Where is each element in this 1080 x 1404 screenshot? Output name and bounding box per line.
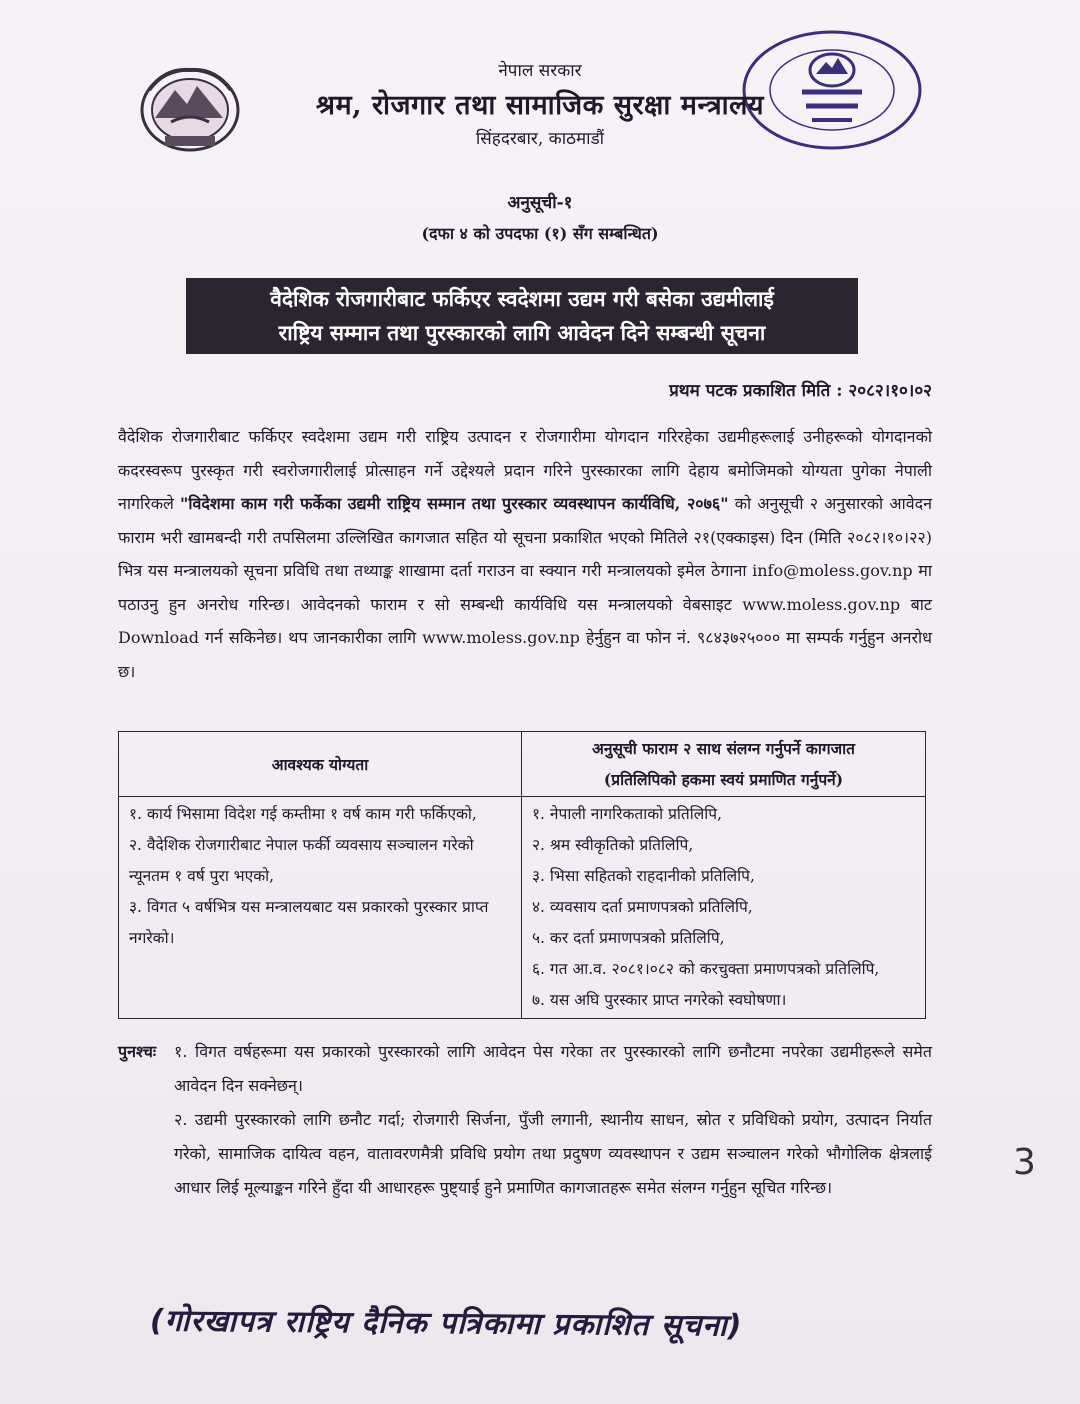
postscript-notes <box>118 1035 932 1205</box>
qualifications-cell <box>119 797 522 1019</box>
page-number-badge: 3 <box>1013 1142 1036 1183</box>
qualification-header: आवश्यक योग्यता <box>119 732 522 797</box>
paragraph-part-1: वैदेशिक रोजगारीबाट फर्किएर स्वदेशमा उद्यम गरी राष्ट्रिय उत्पादन र रोजगारीमा योगदान गरिरहेका उद्यमीहरूलाई उनीहरूको योगदानको कदरस्वरूप पुरस्कृत गरी स्वरोजगारीलाई प्रोत्साहन गर्ने उद्देश्यले प्रदान गरिने पुरस्कारका लागि देहाय बमोजिमको योग्यता पुगेका नेपाली नागरिकले <box>118 427 932 513</box>
government-name: नेपाल सरकार <box>498 61 582 81</box>
note-item: १. विगत वर्षहरूमा यस प्रकारको पुरस्कारको लागि आवेदन पेस गरेका तर पुरस्कारको लागि छनौटमा नपरेका उद्यमीहरूले समेत आवेदन दिन सक्नेछन्। <box>174 1042 932 1095</box>
ministry-location: सिंहदरबार, काठमाडौं <box>475 129 605 149</box>
note-item: २. उद्यमी पुरस्कारको लागि छनौट गर्दा; रोजगारी सिर्जना, पुँजी लगानी, स्थानीय साधन, स्रोत र प्रविधिको प्रयोग, उत्पादन निर्यात गरेको, सामाजिक दायित्व वहन, वातावरणमैत्री प्रविधि प्रयोग तथा प्रदुषण व्यवस्थापन र उद्यम सञ्चालन गरेको भौगोलिक क्षेत्रलाई आधार लिई मूल्याङ्कन गरिने हुँदा यी आधारहरू पुष्ट्याई हुने प्रमाणित कागजातहरू समेत संलग्न गर्नुहुन सूचित गरिन्छ। <box>174 1110 932 1197</box>
documents-header-line-1: अनुसूची फाराम २ साथ संलग्न गर्नुपर्ने कागजात <box>592 739 855 758</box>
list-item: ३. भिसा सहितको राहदानीको प्रतिलिपि, <box>532 867 755 885</box>
notice-title-banner <box>186 278 858 354</box>
publication-date: प्रथम पटक प्रकाशित मिति : २०८२।१०।०२ <box>669 381 932 401</box>
list-item: ५. कर दर्ता प्रमाणपत्रको प्रतिलिपि, <box>532 929 725 947</box>
list-item: ३. विगत ५ वर्षभित्र यस मन्त्रालयबाट यस प्रकारको पुरस्कार प्राप्त नगरेको। <box>129 898 489 947</box>
annex-title: अनुसूची-१ <box>507 193 573 213</box>
list-item: ६. गत आ.व. २०८१।०८२ को करचुक्ता प्रमाणपत्रको प्रतिलिपि, <box>532 960 880 978</box>
postscript-label: पुनश्चः <box>118 1042 157 1061</box>
banner-line-1: वैदेशिक रोजगारीबाट फर्किएर स्वदेशमा उद्यम गरी बसेका उद्यमीलाई <box>270 286 774 311</box>
paragraph-part-2: को अनुसूची २ अनुसारको आवेदन फाराम भरी खामबन्दी गरी तपसिलमा उल्लिखित कागजात सहित यो सूचना प्रकाशित भएको मितिले २१(एक्काइस) दिन (मिति २०८२।१०।२२) भित्र यस मन्त्रालयको सूचना प्रविधि तथा तथ्याङ्क शाखामा दर्ता गराउन वा स्क्यान गरी मन्त्रालयको इमेल ठेगाना info@moless.gov.np मा पठाउनु हुन अनरोध गरिन्छ। आवेदनको फाराम र सो सम्बन्धी कार्यविधि यस मन्त्रालयको वेबसाइट www.moless.gov.np बाट Download गर्न सकिनेछ। थप जानकारीका लागि www.moless.gov.np हेर्नुहुन वा फोन नं. ९८४३७२५००० मा सम्पर्क गर्नुहुन अनरोध छ। <box>118 494 932 681</box>
list-item: ४. व्यवसाय दर्ता प्रमाणपत्रको प्रतिलिपि, <box>532 898 753 916</box>
list-item: २. वैदेशिक रोजगारीबाट नेपाल फर्की व्यवसाय सञ्चालन गरेको न्यूनतम १ वर्ष पुरा भएको, <box>129 836 474 885</box>
table-header-row <box>119 732 926 797</box>
list-item: ७. यस अघि पुरस्कार प्राप्त नगरेको स्वघोषणा। <box>532 991 787 1009</box>
notice-paragraph <box>118 420 932 688</box>
documents-cell <box>522 797 926 1019</box>
banner-line-2: राष्ट्रिय सम्मान तथा पुरस्कारको लागि आवेदन दिने सम्बन्धी सूचना <box>278 320 766 345</box>
handwritten-source-note: (गोरखापत्र राष्ट्रिय दैनिक पत्रिकामा प्रकाशित सूचना) <box>149 1303 743 1344</box>
list-item: १. नेपाली नागरिकताको प्रतिलिपि, <box>532 805 723 823</box>
list-item: १. कार्य भिसामा विदेश गई कम्तीमा १ वर्ष काम गरी फर्किएको, <box>129 805 477 823</box>
procedure-name: "विदेशमा काम गरी फर्केका उद्यमी राष्ट्रिय सम्मान तथा पुरस्कार व्यवस्थापन कार्यविधि, २०७६" <box>180 494 729 513</box>
table-row <box>119 797 926 1019</box>
list-item: २. श्रम स्वीकृतिको प्रतिलिपि, <box>532 836 694 854</box>
ministry-title: श्रम, रोजगार तथा सामाजिक सुरक्षा मन्त्रालय <box>315 90 765 121</box>
requirements-table <box>118 731 926 1019</box>
annex-reference: (दफा ४ को उपदफा (१) सँग सम्बन्धित) <box>421 224 659 243</box>
documents-header-line-2: (प्रतिलिपिको हकमा स्वयं प्रमाणित गर्नुपर्ने) <box>603 770 844 789</box>
documents-header <box>522 732 926 797</box>
